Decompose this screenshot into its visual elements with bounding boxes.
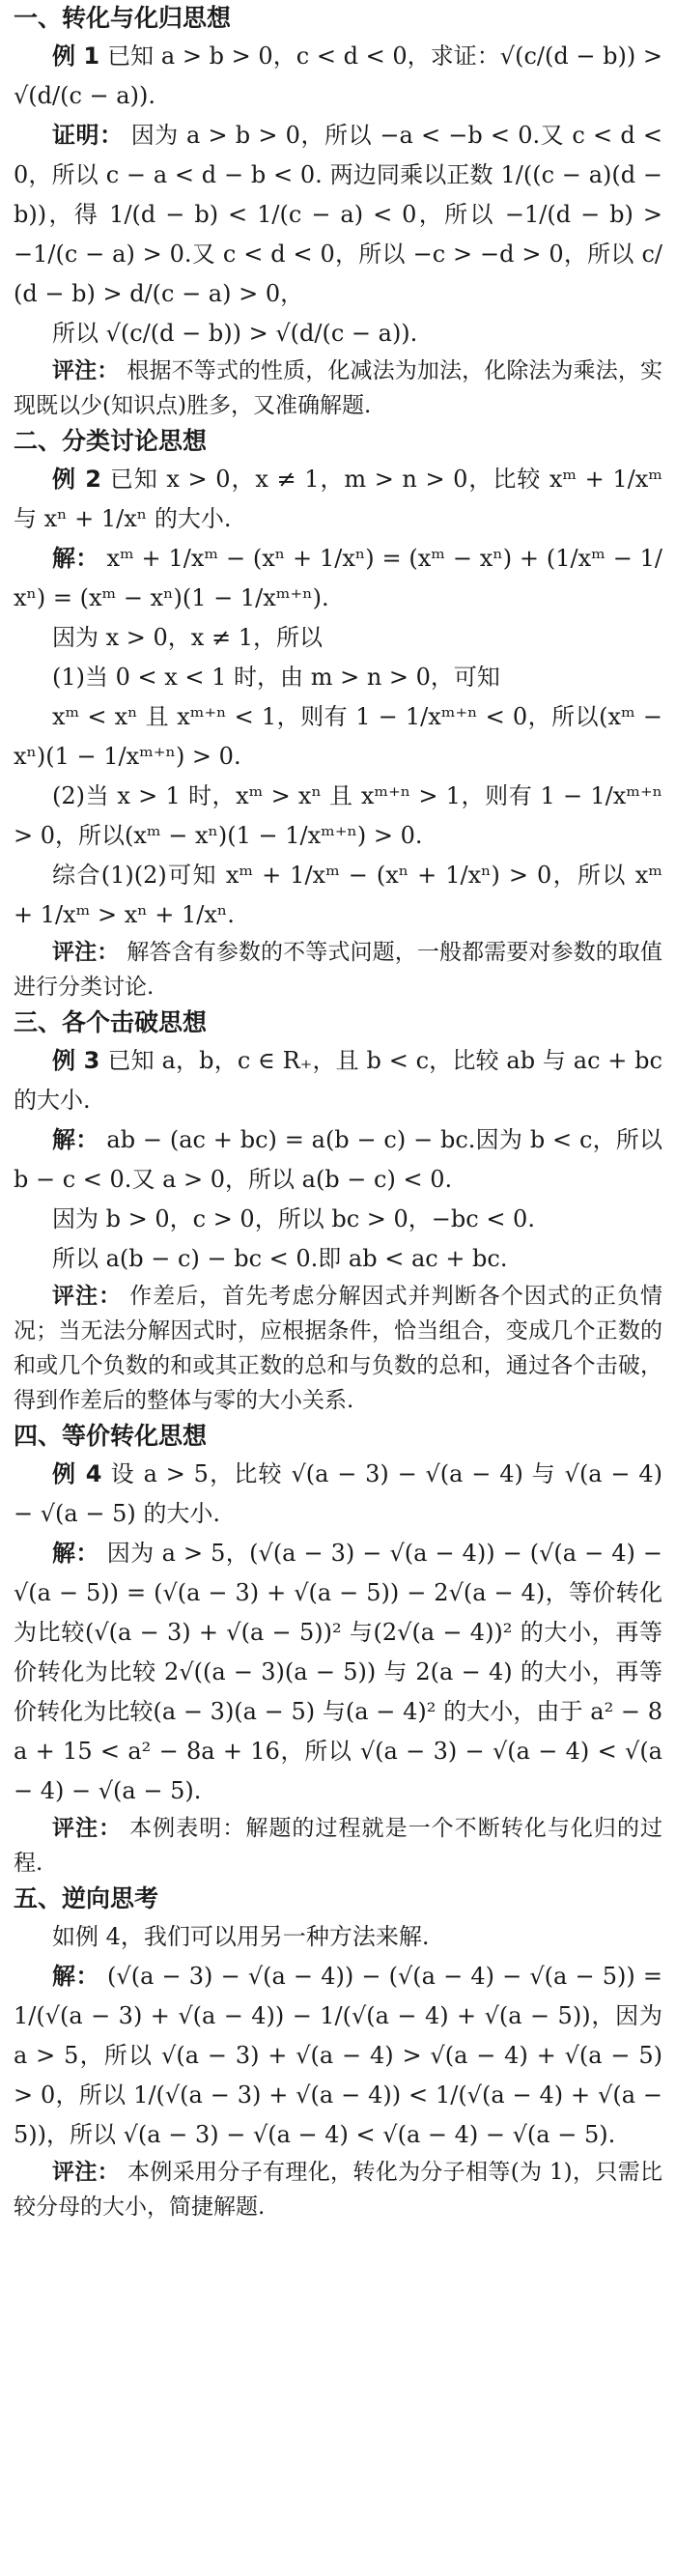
example-label: 例 2 <box>52 466 101 493</box>
section-heading: 一、转化与化归思想 <box>14 4 232 32</box>
solution-label: 解： <box>52 1963 100 1990</box>
solution-label: 解： <box>52 1126 99 1153</box>
case-2-line: (2)当 x > 1 时，xᵐ > xⁿ 且 xᵐ⁺ⁿ > 1，则有 1 − 1/xᵐ⁺ⁿ > 0，所以(xᵐ − xⁿ)(1 − 1/xᵐ⁺ⁿ) > 0. <box>14 782 662 849</box>
comment-paragraph <box>14 1811 662 1881</box>
comment-label: 评注： <box>52 940 120 965</box>
solution-label: 解： <box>52 1540 99 1567</box>
section-1 <box>14 0 662 423</box>
case-1-continuation: xᵐ < xⁿ 且 xᵐ⁺ⁿ < 1，则有 1 − 1/xᵐ⁺ⁿ < 0，所以(xᵐ − xⁿ)(1 − 1/xᵐ⁺ⁿ) > 0. <box>14 703 662 770</box>
comment-text: 根据不等式的性质，化减法为加法，化除法为乘法，实现既以少(知识点)胜多，又准确解题. <box>14 358 663 418</box>
example-label: 例 1 <box>52 42 100 70</box>
solution-paragraph <box>14 1957 662 2155</box>
comment-paragraph <box>14 354 662 423</box>
summary-line: 综合(1)(2)可知 xᵐ + 1/xᵐ − (xⁿ + 1/xⁿ) > 0，所以 xᵐ + 1/xᵐ > xⁿ + 1/xⁿ. <box>14 862 662 928</box>
comment-label: 评注： <box>52 1284 123 1309</box>
comment-paragraph <box>14 1279 662 1418</box>
section-heading: 五、逆向思考 <box>14 1884 159 1912</box>
proof-paragraph <box>14 116 662 314</box>
section-3 <box>14 1005 662 1418</box>
comment-label: 评注： <box>52 2160 121 2185</box>
comment-label: 评注： <box>52 358 120 383</box>
example-statement <box>14 37 662 116</box>
solution-label: 解： <box>52 545 99 572</box>
example-label: 例 3 <box>52 1047 100 1074</box>
comment-text: 本例采用分子有理化，转化为分子相等(为 1)，只需比较分母的大小，简捷解题. <box>14 2160 663 2220</box>
comment-text: 本例表明：解题的过程就是一个不断转化与化归的过程. <box>14 1816 663 1876</box>
example-text: 已知 a，b，c ∈ R₊，且 b < c，比较 ab 与 ac + bc 的大小. <box>14 1047 662 1114</box>
section-5 <box>14 1881 662 2224</box>
example-statement <box>14 460 662 539</box>
example-label: 例 4 <box>52 1460 102 1487</box>
solution-paragraph <box>14 1120 662 1200</box>
section-2 <box>14 423 662 1005</box>
section-4 <box>14 1418 662 1881</box>
example-text: 已知 x > 0，x ≠ 1，m > n > 0，比较 xᵐ + 1/xᵐ 与 xⁿ + 1/xⁿ 的大小. <box>14 466 662 532</box>
solution-text: (√(a − 3) − √(a − 4)) − (√(a − 4) − √(a − 5)) = 1/(√(a − 3) + √(a − 4)) − 1/(√(a − 4) + √(a − 5))，因为 a > 5，所以 √(a − 3) + √(a − 4) > √(a − 4) + √(a − 5) > 0，所以 1/(√(a − 3) + √(a − 4)) < 1/(√(a − 4) + √(a − 5))，所以 √(a − 3) − √(a − 4) < √(a − 4) − √(a − 5). <box>14 1963 663 2148</box>
solution-line: 因为 x > 0，x ≠ 1，所以 <box>52 624 323 651</box>
section-heading: 三、各个击破思想 <box>14 1008 208 1036</box>
example-statement <box>14 1041 662 1120</box>
example-statement <box>14 1455 662 1534</box>
solution-line: 因为 b > 0，c > 0，所以 bc > 0，−bc < 0. <box>52 1205 535 1232</box>
comment-label: 评注： <box>52 1816 123 1841</box>
proof-label: 证明： <box>52 122 124 149</box>
section-heading: 四、等价转化思想 <box>14 1422 208 1450</box>
example-text: 设 a > 5，比较 √(a − 3) − √(a − 4) 与 √(a − 4) − √(a − 5) 的大小. <box>14 1460 662 1527</box>
comment-text: 解答含有参数的不等式问题，一般都需要对参数的取值进行分类讨论. <box>14 940 663 1000</box>
comment-paragraph <box>14 2155 662 2224</box>
proof-text: 因为 a > b > 0，所以 −a < −b < 0.又 c < d < 0，所以 c − a < d − b < 0. 两边同乘以正数 1/((c − a)(d − b))，得 1/(d − b) < 1/(c − a) < 0，所以 −1/(d − b) > −1/(c − a) > 0.又 c < d < 0，所以 −c > −d > 0，所以 c/(d − b) > d/(c − a) > 0， <box>14 122 663 307</box>
solution-paragraph <box>14 539 662 618</box>
section-heading: 二、分类讨论思想 <box>14 427 208 455</box>
comment-paragraph <box>14 935 662 1005</box>
case-1-line: (1)当 0 < x < 1 时，由 m > n > 0，可知 <box>52 664 500 691</box>
solution-text: ab − (ac + bc) = a(b − c) − bc.因为 b < c，所以 b − c < 0.又 a > 0，所以 a(b − c) < 0. <box>14 1126 663 1193</box>
solution-line: 所以 a(b − c) − bc < 0.即 ab < ac + bc. <box>52 1245 508 1272</box>
solution-paragraph <box>14 1534 662 1811</box>
solution-text: xᵐ + 1/xᵐ − (xⁿ + 1/xⁿ) = (xᵐ − xⁿ) + (1/xᵐ − 1/xⁿ) = (xᵐ − xⁿ)(1 − 1/xᵐ⁺ⁿ). <box>14 545 663 611</box>
proof-conclusion: 所以 √(c/(d − b)) > √(d/(c − a)). <box>52 320 418 347</box>
example-text: 已知 a > b > 0，c < d < 0，求证：√(c/(d − b)) > √(d/(c − a)). <box>14 42 663 109</box>
solution-text: 因为 a > 5，(√(a − 3) − √(a − 4)) − (√(a − 4) − √(a − 5)) = (√(a − 3) + √(a − 5)) − 2√(a − 4)，等价转化为比较(√(a − 3) + √(a − 5))² 与(2√(a − 4))² 的大小，再等价转化为比较 2√((a − 3)(a − 5)) 与 2(a − 4) 的大小，再等价转化为比较(a − 3)(a − 5) 与(a − 4)² 的大小，由于 a² − 8a + 15 < a² − 8a + 16，所以 √(a − 3) − √(a − 4) < √(a − 4) − √(a − 5). <box>14 1540 662 1804</box>
intro-line: 如例 4，我们可以用另一种方法来解. <box>52 1923 430 1950</box>
comment-text: 作差后，首先考虑分解因式并判断各个因式的正负情况；当无法分解因式时，应根据条件，恰当组合，变成几个正数的和或几个负数的和或其正数的总和与负数的总和，通过各个击破，得到作差后的整体与零的大小关系. <box>14 1284 663 1413</box>
